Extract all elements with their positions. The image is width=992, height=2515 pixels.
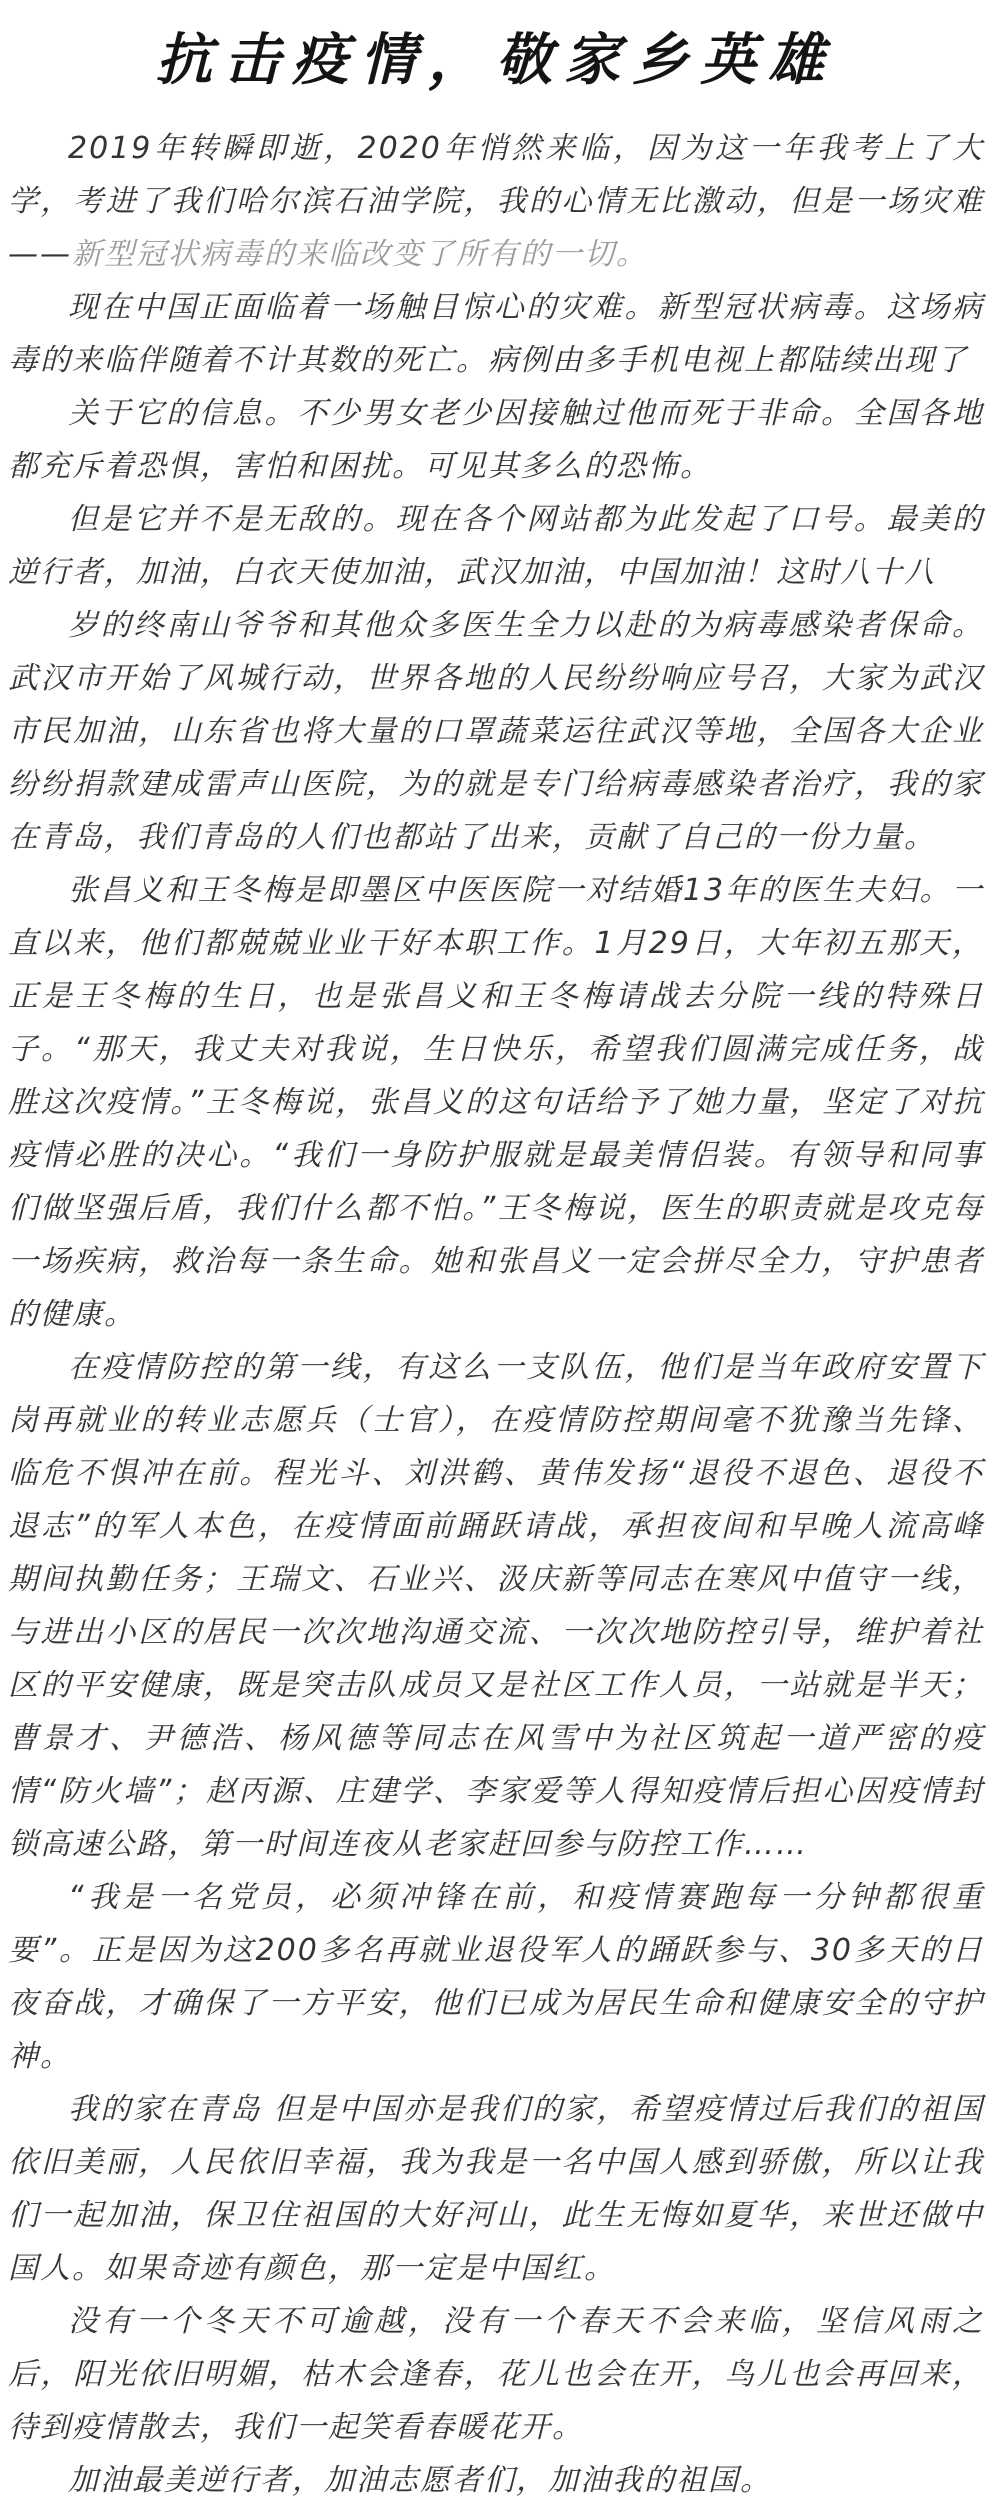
essay-body: [8, 122, 984, 2507]
paragraph-intro-faded: 新型冠状病毒的来临改变了所有的一切。: [72, 237, 648, 272]
paragraph-hometown-pride: 我的家在青岛 但是中国亦是我们的家，希望疫情过后我们的祖国依旧美丽，人民依旧幸福，我为我是一名中国人感到骄傲，所以让我们一起加油，保卫住祖国的大好河山，此生无悔如夏华，来世还做中国人。如果奇迹有颜色，那一定是中国红。: [8, 2092, 984, 2286]
paragraph-intro-main: 2019年转瞬即逝，2020年悄然来临，因为这一年我考上了大学，考进了我们哈尔滨石油学院，我的心情无比激动，但是一场灾难——: [8, 131, 984, 272]
paragraph-fear: 关于它的信息。不少男女老少因接触过他而死于非命。全国各地都充斥着恐惧，害怕和困扰。可见其多么的恐怖。: [8, 396, 984, 484]
paragraph-slogans: 但是它并不是无敌的。现在各个网站都为此发起了口号。最美的逆行者，加油，白衣天使加油，武汉加油，中国加油！这时八十八: [8, 502, 984, 590]
paragraph-spring-hope: 没有一个冬天不可逾越，没有一个春天不会来临，坚信风雨之后，阳光依旧明媚，枯木会逢春，花儿也会在开，鸟儿也会再回来，待到疫情散去，我们一起笑看春暖花开。: [8, 2304, 984, 2445]
paragraph-closing-cheer: 加油最美逆行者，加油志愿者们，加油我的祖国。: [68, 2463, 772, 2498]
paragraph-disaster: 现在中国正面临着一场触目惊心的灾难。新型冠状病毒。这场病毒的来临伴随着不计其数的死亡。病例由多手机电视上都陆续出现了: [8, 290, 984, 378]
paragraph-veterans: 在疫情防控的第一线，有这么一支队伍，他们是当年政府安置下岗再就业的转业志愿兵（士官），在疫情防控期间毫不犹豫当先锋、临危不惧冲在前。程光斗、刘洪鹤、黄伟发扬“退役不退色、退役不退志”的军人本色，在疫情面前踊跃请战，承担夜间和早晚人流高峰期间执勤任务；王瑞文、石业兴、汲庆新等同志在寒风中值守一线，与进出小区的居民一次次地沟通交流、一次次地防控引导，维护着社区的平安健康，既是突击队成员又是社区工作人员，一站就是半天；曹景才、尹德浩、杨风德等同志在风雪中为社区筑起一道严密的疫情“防火墙”；赵丙源、庄建学、李家爱等人得知疫情后担心因疫情封锁高速公路，第一时间连夜从老家赶回参与防控工作……: [8, 1350, 984, 1862]
paragraph-doctor-couple: 张昌义和王冬梅是即墨区中医医院一对结婚13年的医生夫妇。一直以来，他们都兢兢业业干好本职工作。1月29日，大年初五那天，正是王冬梅的生日，也是张昌义和王冬梅请战去分院一线的特殊日子。“那天，我丈夫对我说，生日快乐，希望我们圆满完成任务，战胜这次疫情。”王冬梅说，张昌义的这句话给予了她力量，坚定了对抗疫情必胜的决心。“我们一身防护服就是最美情侣装。有领导和同事们做坚强后盾，我们什么都不怕。”王冬梅说，医生的职责就是攻克每一场疾病，救治每一条生命。她和张昌义一定会拼尽全力，守护患者的健康。: [8, 873, 984, 1332]
document-title: 抗击疫情，敬家乡英雄: [156, 28, 836, 93]
paragraph-national-effort: 岁的终南山爷爷和其他众多医生全力以赴的为病毒感染者保命。武汉市开始了风城行动，世界各地的人民纷纷响应号召，大家为武汉市民加油，山东省也将大量的口罩蔬菜运往武汉等地，全国各大企业纷纷捐款建成雷声山医院，为的就是专门给病毒感染者治疗，我的家在青岛，我们青岛的人们也都站了出来，贡献了自己的一份力量。: [8, 608, 984, 855]
paragraph-intro: [8, 122, 984, 281]
paragraph-party-member: “我是一名党员，必须冲锋在前，和疫情赛跑每一分钟都很重要”。正是因为这200多名再就业退役军人的踊跃参与、30多天的日夜奋战，才确保了一方平安，他们已成为居民生命和健康安全的守护神。: [8, 1880, 984, 2074]
